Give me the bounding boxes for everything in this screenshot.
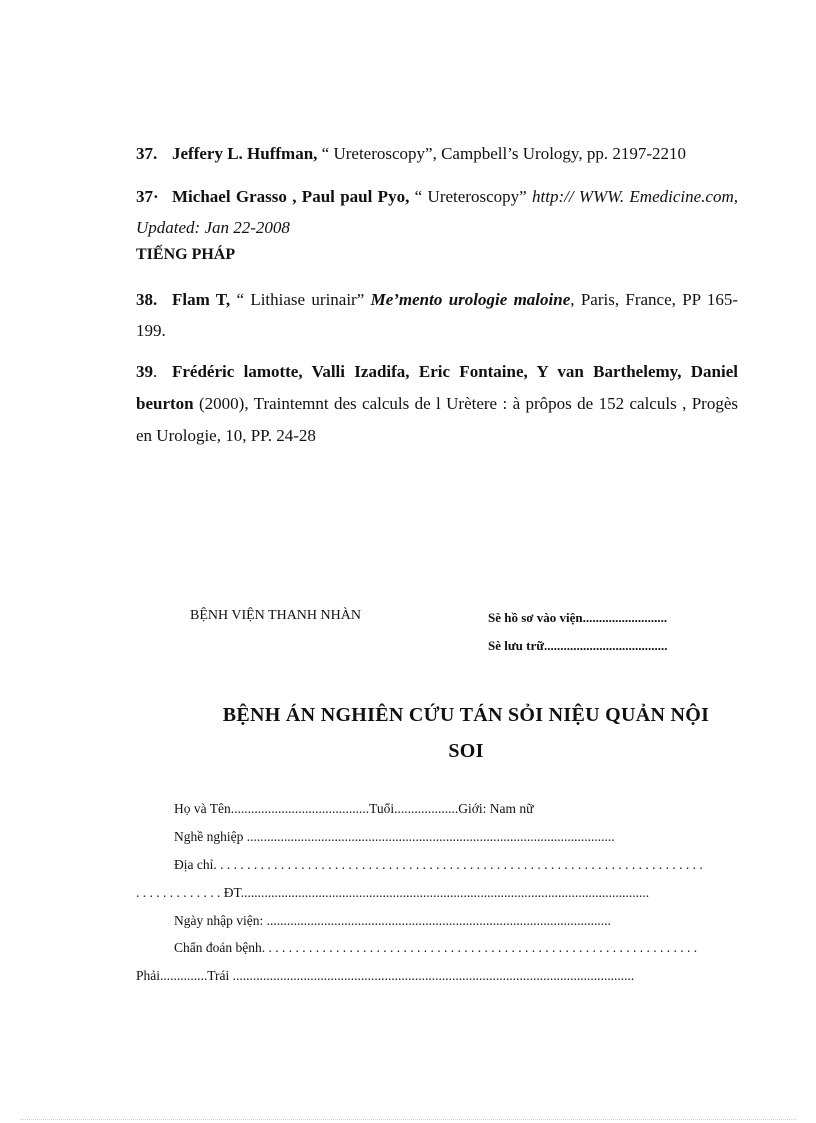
reference-number-dot: . [153,362,158,381]
reference-number: 37· [136,187,159,206]
reference-number-digits: 39 [136,362,153,381]
name-age-gender-field[interactable]: Họ và Tên.........................................Tuổi...................Giới: Nam nữ [174,801,534,816]
hospital-name: BỆNH VIỆN THANH NHÀN [190,608,361,623]
form-title-line1: BỆNH ÁN NGHIÊN CỨU TÁN SỎI NIỆU QUẢN NỘI [222,704,710,726]
reference-authors: Flam T, [172,290,231,309]
reference-link: http:// WWW. Emedicine.com, [532,187,738,206]
archive-number: Sè lưu trữ...................................... [488,638,668,653]
form-title-line2: SOI [448,740,484,762]
admission-number: Sè hồ sơ vào viện.......................... [488,610,668,625]
section-heading: TIẾNG PHÁP [136,246,236,263]
phone-field[interactable]: . . . . . . . . . . . . . ĐT......................................................................................................................... [136,885,650,900]
reference-39 [136,356,738,452]
address-field[interactable]: Địa chỉ. . . . . . . . . . . . . . . . . . . . . . . . . . . . . . . . . . . . . . . . . . . . . . . . . . . . . . . . . . . . . . . . . . . . . . . . . [174,857,703,872]
reference-38 [136,284,738,346]
reference-text: (2000), Traintemnt des calculs de l Urètere : à prôpos de 152 calculs , Progès en Urologie, 10, PP. 24-28 [136,394,738,445]
occupation-field[interactable]: Nghề nghiệp ............................................................................................................. [174,829,615,844]
reference-37b [136,181,738,243]
reference-text: “ Ureteroscopy”, Campbell’s Urology, pp. 2197-2210 [317,144,686,163]
reference-number [136,356,172,388]
page-bottom-divider [20,1119,796,1120]
reference-text: “ Ureteroscopy” [409,187,533,206]
reference-text: “ Lithiase urinair” [230,290,371,309]
reference-updated: Updated: Jan 22-2008 [136,218,290,237]
reference-37 [136,138,738,169]
sides-field[interactable]: Phải..............Trái ....................................................................................................................... [136,968,635,983]
reference-authors: Michael Grasso , Paul paul Pyo, [172,187,410,206]
reference-rest: , Paris, France, PP 165-199. [136,290,738,340]
reference-authors: Jeffery L. Huffman, [172,144,318,163]
admission-date-field[interactable]: Ngày nhập viện: ...................................................................................................... [174,913,611,928]
reference-source: Me’mento urologie maloine [370,290,571,309]
reference-number: 37. [136,144,158,163]
diagnosis-field[interactable]: Chẩn đoán bệnh. . . . . . . . . . . . . . . . . . . . . . . . . . . . . . . . . . . . . . . . . . . . . . . . . . . . . . . . . . . . . . . . . [174,940,698,955]
reference-authors: Frédéric lamotte, Valli Izadifa, Eric Fontaine, Y van Barthelemy, Daniel beurton [136,362,738,413]
reference-number: 38. [136,290,158,309]
